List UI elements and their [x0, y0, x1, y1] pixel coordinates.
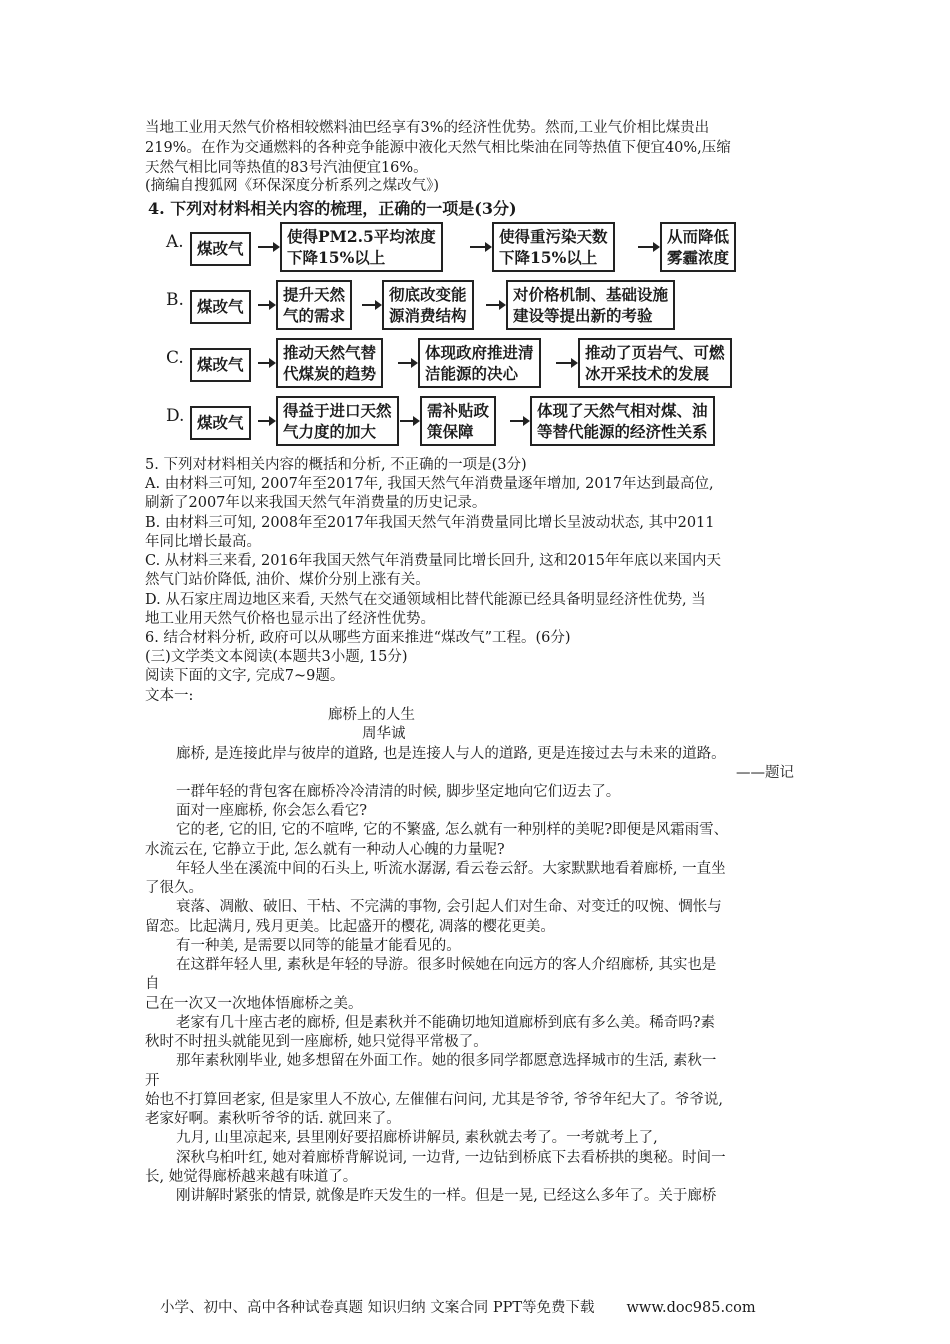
- step-box: [578, 338, 732, 388]
- story-title: 廊桥上的人生: [328, 707, 415, 723]
- story-line: 九月, 山里凉起来, 县里刚好要招廊桥讲解员, 素秋就去考了。一考就考上了,: [176, 1130, 658, 1146]
- text-label: 文本一:: [145, 688, 194, 704]
- step-line: 推动了页岩气、可燃: [585, 343, 725, 362]
- story-line: 衰落、凋敝、破旧、干枯、不完满的事物, 会引起人们对生命、对变迁的叹惋、惆怅与: [176, 899, 722, 915]
- story-line: 老家好啊。素秋听爷爷的话. 就回来了。: [145, 1111, 401, 1127]
- step-box: [660, 222, 736, 272]
- step-box: [492, 222, 615, 272]
- step-line: 下降15%以上: [287, 248, 386, 267]
- step-line: 策保障: [427, 422, 474, 441]
- step-line: 体现政府推进清: [425, 343, 534, 362]
- story-line: 一群年轻的背包客在廊桥冷冷清清的时候, 脚步坚定地向它们迈去了。: [176, 784, 621, 800]
- step-box: [418, 338, 541, 388]
- epigraph: 廊桥, 是连接此岸与彼岸的道路, 也是连接人与人的道路, 更是连接过去与未来的道路。: [176, 746, 726, 762]
- arrow-icon: [638, 246, 658, 248]
- story-line: 自: [145, 976, 160, 992]
- story-line: 刚讲解时紧张的情景, 就像是昨天发生的一样。但是一晃, 已经这么多年了。关于廊桥: [176, 1188, 717, 1204]
- arrow-icon: [556, 362, 576, 364]
- option-letter: D.: [166, 406, 185, 426]
- step-line: 使得重污染天数: [499, 227, 608, 246]
- arrow-icon: [486, 304, 504, 306]
- step-line: 对价格机制、基础设施: [513, 285, 669, 304]
- step-line: 气力度的加大: [283, 422, 377, 441]
- paragraph-line: 219%。在作为交通燃料的各种竞争能源中液化天然气相比柴油在同等热值下便宜40%,压缩: [145, 140, 731, 156]
- story-line: 那年素秋刚毕业, 她多想留在外面工作。她的很多同学都愿意选择城市的生活, 素秋一: [176, 1053, 717, 1069]
- step-box: [276, 338, 383, 388]
- story-line: 留恋。比起满月, 残月更美。比起盛开的樱花, 凋落的樱花更美。: [145, 919, 555, 935]
- step-line: 需补贴政: [427, 401, 490, 420]
- flow-diagram: [160, 220, 780, 452]
- arrow-icon: [362, 304, 380, 306]
- footer-text: 小学、初中、高中各种试卷真题 知识归纳 文案合同 PPT等免费下载: [160, 1300, 595, 1316]
- step-box: [280, 222, 443, 272]
- step-line: 从而降低: [667, 227, 730, 246]
- story-line: 它的老, 它的旧, 它的不喧哗, 它的不繁盛, 怎么就有一种别样的美呢?即便是风霜雨雪、: [176, 822, 729, 838]
- option-d-row: [160, 394, 780, 450]
- option-line: A. 由材料三可知, 2007年至2017年, 我国天然气年消费量逐年增加, 2017年达到最高位,: [145, 476, 714, 492]
- step-box: [276, 396, 399, 446]
- start-box: 煤改气: [190, 232, 251, 266]
- start-box: 煤改气: [190, 290, 251, 324]
- step-box: [530, 396, 715, 446]
- step-line: 洁能源的决心: [425, 364, 519, 383]
- page-footer: [160, 1296, 756, 1317]
- start-box: 煤改气: [190, 348, 251, 382]
- story-line: 老家有几十座古老的廊桥, 但是素秋并不能确切地知道廊桥到底有多么美。稀奇吗?素: [176, 1015, 715, 1031]
- footer-url[interactable]: www.doc985.com: [626, 1300, 756, 1316]
- source-citation: (摘编自搜狐网《环保深度分析系列之煤改气》): [145, 178, 440, 194]
- story-author: 周华诚: [362, 726, 406, 742]
- story-line: 始也不打算回老家, 但是家里人不放心, 左催催右问问, 尤其是爷爷, 爷爷年纪大了。爷爷说,: [145, 1092, 723, 1108]
- story-line: 有一种美, 是需要以同等的能量才能看见的。: [176, 938, 461, 954]
- option-line: 然气门站价降低, 油价、煤价分别上涨有关。: [145, 572, 430, 588]
- step-line: 提升天然: [283, 285, 346, 304]
- step-line: 气的需求: [283, 306, 346, 325]
- epigraph-sign: ——题记: [736, 765, 794, 781]
- question-6-title: 6. 结合材料分析, 政府可以从哪些方面来推进“煤改气”工程。(6分): [145, 630, 571, 646]
- option-line: 刷新了2007年以来我国天然气年消费量的历史记录。: [145, 495, 487, 511]
- story-line: 秋时不时扭头就能见到一座廊桥, 她只觉得平常极了。: [145, 1034, 488, 1050]
- step-line: 彻底改变能: [389, 285, 467, 304]
- step-line: 建设等提出新的考验: [513, 306, 653, 325]
- step-line: 下降15%以上: [499, 248, 598, 267]
- start-box: 煤改气: [190, 406, 251, 440]
- story-line: 面对一座廊桥, 你会怎么看它?: [176, 803, 367, 819]
- paragraph-line: 天然气相比同等热值的83号汽油便宜16%。: [145, 160, 428, 176]
- step-box: [382, 280, 474, 330]
- step-box: [506, 280, 675, 330]
- arrow-icon: [510, 420, 528, 422]
- step-line: 等替代能源的经济性关系: [537, 422, 708, 441]
- option-letter: A.: [166, 232, 184, 252]
- option-line: C. 从材料三来看, 2016年我国天然气年消费量同比增长回升, 这和2015年年底以来国内天: [145, 553, 722, 569]
- step-line: 冰开采技术的发展: [585, 364, 710, 383]
- option-c-row: [160, 336, 780, 392]
- story-line: 在这群年轻人里, 素秋是年轻的导游。很多时候她在向远方的客人介绍廊桥, 其实也是: [176, 957, 717, 973]
- arrow-icon: [258, 246, 278, 248]
- option-line: 年同比增长最高。: [145, 534, 261, 550]
- arrow-icon: [258, 420, 274, 422]
- option-b-row: [160, 278, 780, 334]
- story-line: 深秋乌桕叶红, 她对着廊桥背解说词, 一边背, 一边钻到桥底下去看桥拱的奥秘。时间一: [176, 1150, 726, 1166]
- step-line: 使得PM2.5平均浓度: [287, 227, 436, 246]
- step-box: [420, 396, 496, 446]
- story-line: 了很久。: [145, 880, 203, 896]
- option-letter: B.: [166, 290, 184, 310]
- option-line: D. 从石家庄周边地区来看, 天然气在交通领域相比替代能源已经具备明显经济性优势, 当: [145, 592, 706, 608]
- story-line: 长, 她觉得廊桥越来越有味道了。: [145, 1169, 358, 1185]
- option-line: 地工业用天然气价格也显示出了经济性优势。: [145, 611, 435, 627]
- instruction-line: 阅读下面的文字, 完成7~9题。: [145, 668, 345, 684]
- step-line: 得益于进口天然: [283, 401, 392, 420]
- option-line: B. 由材料三可知, 2008年至2017年我国天然气年消费量同比增长呈波动状态, 其中2011: [145, 515, 715, 531]
- arrow-icon: [400, 420, 418, 422]
- story-line: 己在一次又一次地体悟廊桥之美。: [145, 996, 363, 1012]
- question-4-title: 4. 下列对材料相关内容的梳理，正确的一项是(3分): [148, 199, 517, 218]
- arrow-icon: [470, 246, 490, 248]
- option-letter: C.: [166, 348, 184, 368]
- question-5-title: 5. 下列对材料相关内容的概括和分析, 不正确的一项是(3分): [145, 457, 527, 473]
- story-line: 年轻人坐在溪流中间的石头上, 听流水潺潺, 看云卷云舒。大家默默地看着廊桥, 一直坐: [176, 861, 726, 877]
- step-box: [276, 280, 352, 330]
- step-line: 源消费结构: [389, 306, 467, 325]
- story-line: 开: [145, 1073, 160, 1089]
- step-line: 体现了天然气相对煤、油: [537, 401, 708, 420]
- arrow-icon: [258, 304, 274, 306]
- step-line: 雾霾浓度: [667, 248, 730, 267]
- arrow-icon: [398, 362, 416, 364]
- paragraph-line: 当地工业用天然气价格相较燃料油巴经享有3%的经济性优势。然而,工业气价相比煤贵出: [145, 120, 710, 136]
- story-line: 水流云在, 它静立于此, 怎么就有一种动人心魄的力量呢?: [145, 842, 505, 858]
- step-line: 代煤炭的趋势: [283, 364, 377, 383]
- option-a-row: [160, 220, 780, 276]
- arrow-icon: [258, 362, 274, 364]
- step-line: 推动天然气替: [283, 343, 377, 362]
- section-heading: (三)文学类文本阅读(本题共3小题, 15分): [145, 649, 408, 665]
